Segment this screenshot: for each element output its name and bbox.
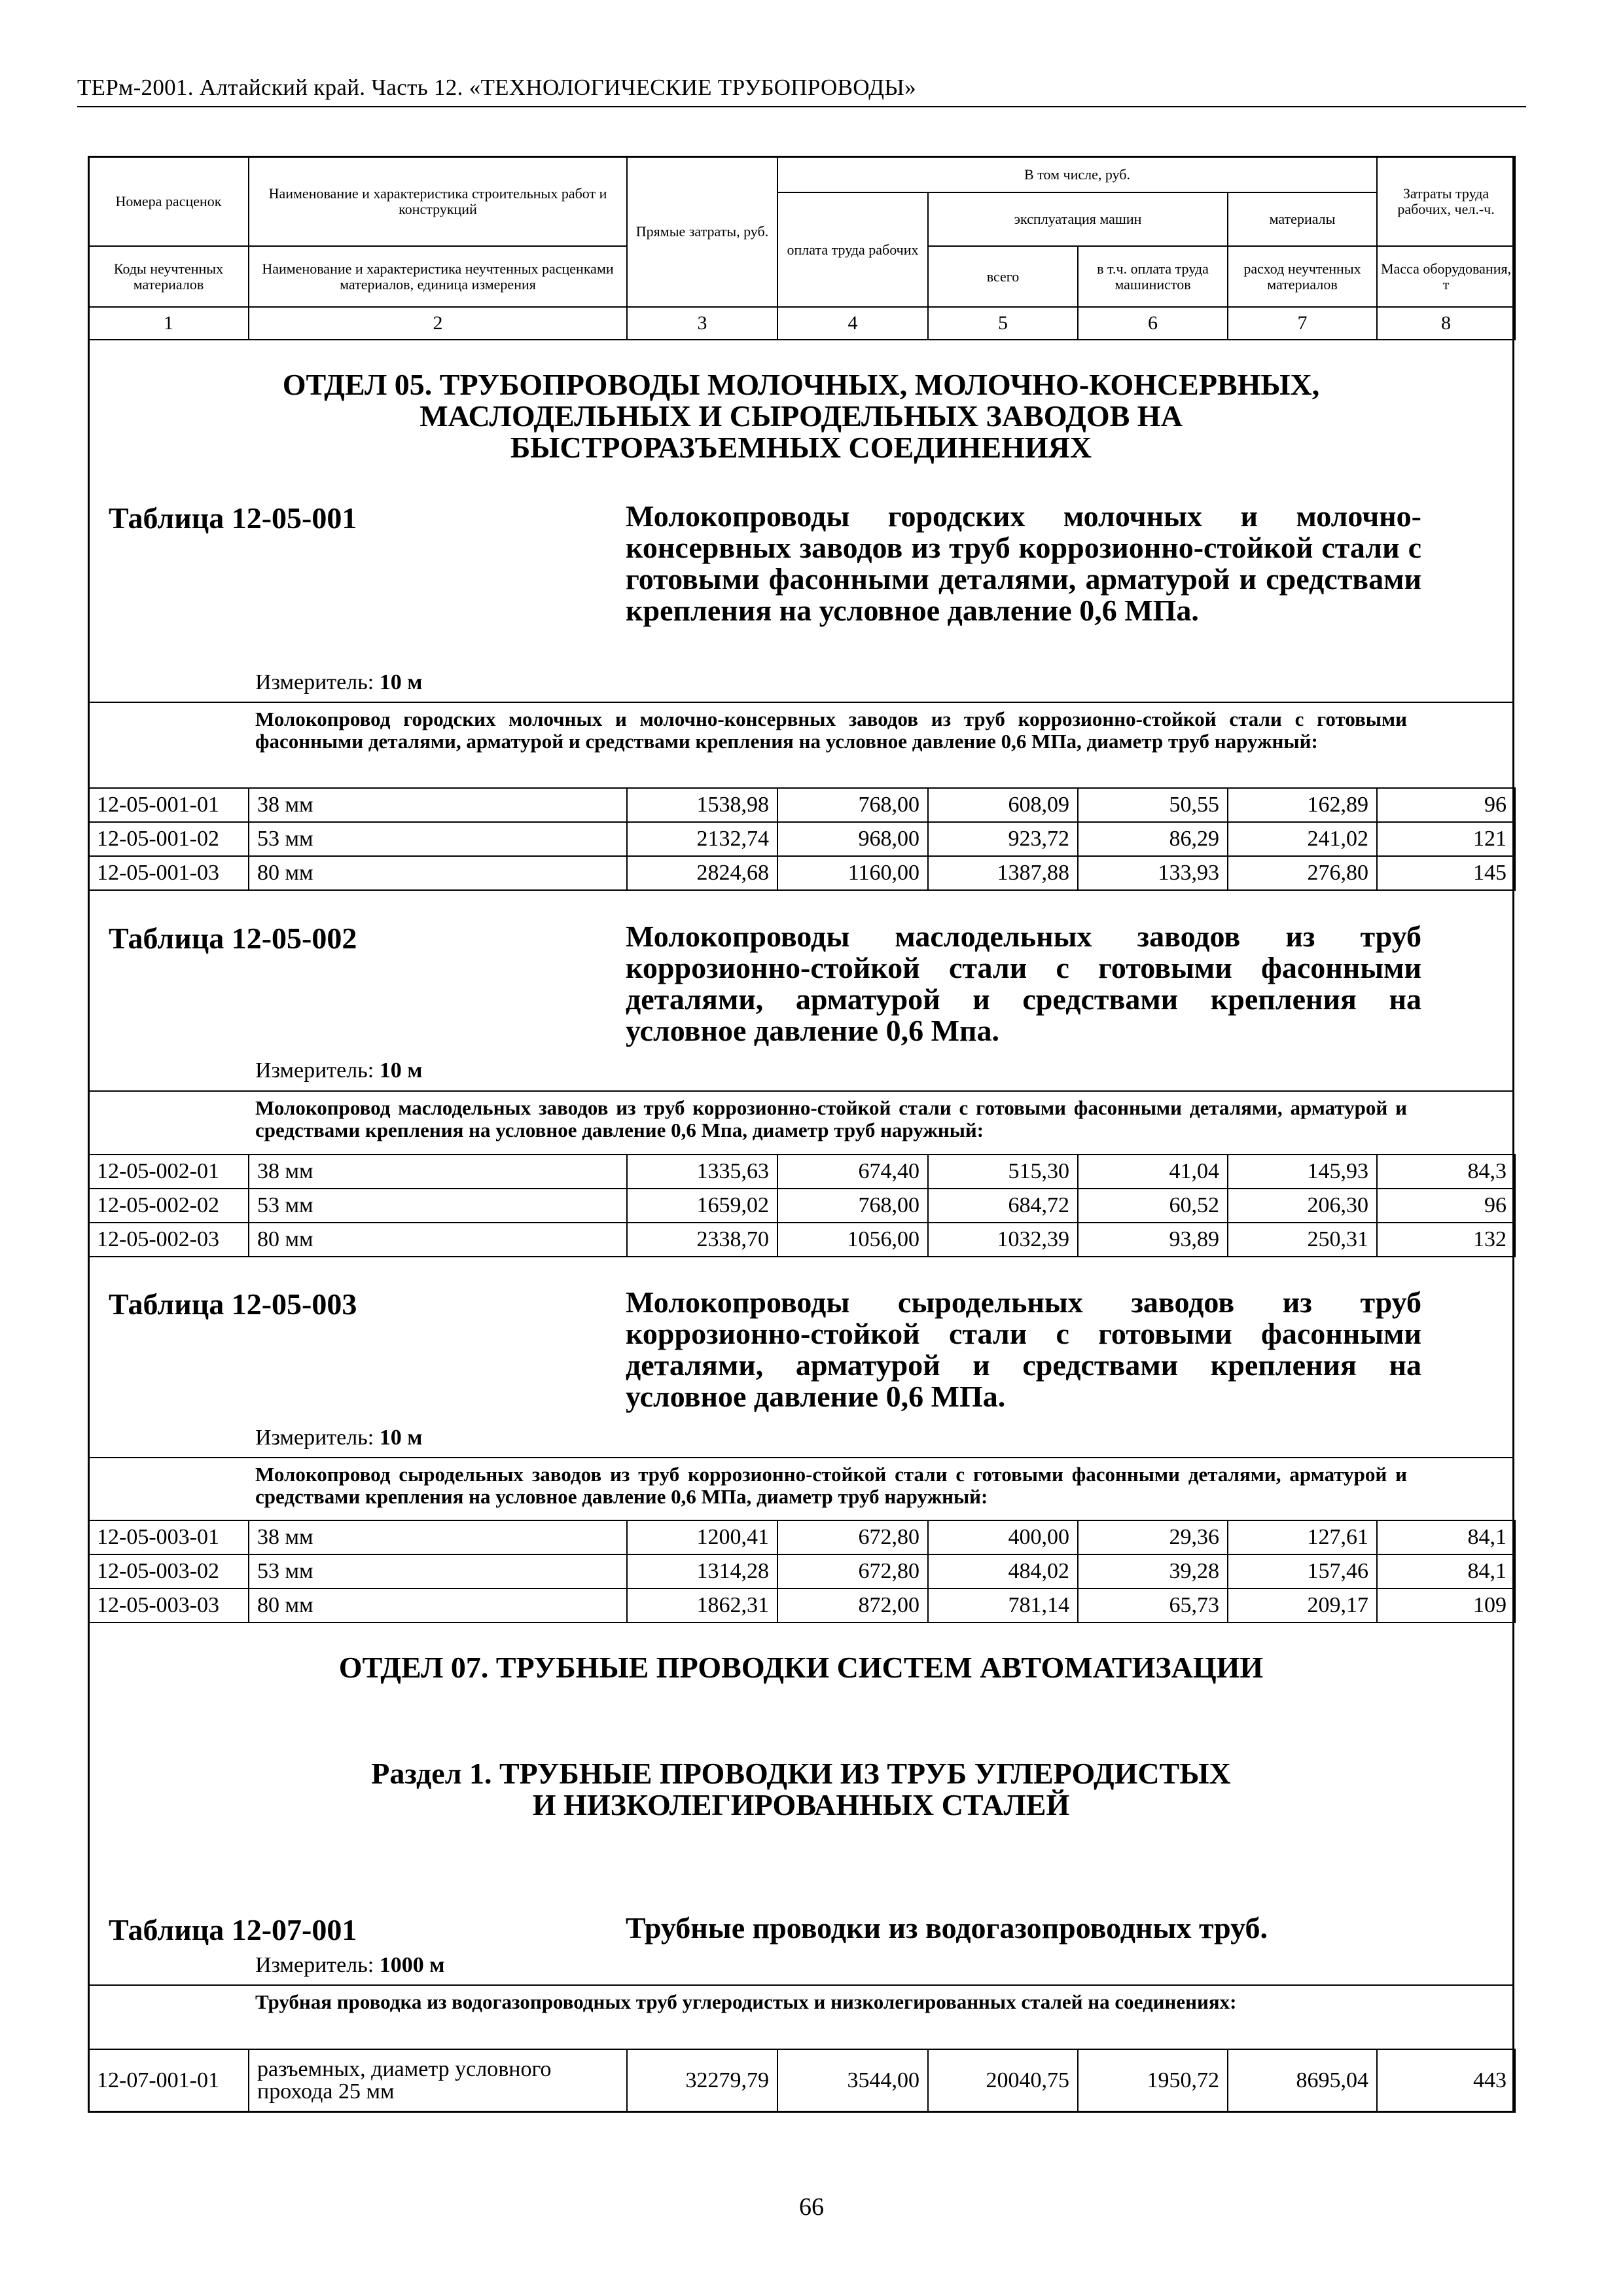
running-header: ТЕРм-2001. Алтайский край. Часть 12. «ТЕХНОЛОГИЧЕСКИЕ ТРУБОПРОВОДЫ» (77, 75, 1526, 107)
materials: 250,31 (1228, 1223, 1377, 1257)
col5-header: всего (928, 246, 1078, 307)
col3-header: Прямые затраты, руб. (627, 156, 777, 307)
rate-code: 12-05-002-02 (88, 1189, 249, 1223)
labor-hours: 121 (1377, 822, 1515, 856)
col-number: 8 (1377, 307, 1515, 340)
table-row (88, 2049, 1515, 2112)
section-07-title: ОТДЕЛ 07. ТРУБНЫЕ ПРОВОДКИ СИСТЕМ АВТОМАТИЗАЦИИ (338, 1651, 1264, 1684)
rate-code: 12-07-001-01 (88, 2049, 249, 2112)
measurer (255, 1058, 422, 1083)
rate-code: 12-05-003-01 (88, 1520, 249, 1554)
measurer (255, 670, 422, 695)
measurer-value: 10 м (379, 670, 423, 694)
machinists-pay: 93,89 (1078, 1223, 1228, 1257)
measurer-label: Измеритель: (255, 1426, 374, 1450)
rate-description: 38 мм (249, 1155, 627, 1189)
materials: 8695,04 (1228, 2049, 1377, 2112)
table-name: Таблица 12-05-002 (109, 922, 357, 955)
machines-total: 684,72 (928, 1189, 1078, 1223)
measurer-label: Измеритель: (255, 1953, 374, 1977)
direct-costs: 32279,79 (627, 2049, 777, 2112)
machinists-pay: 65,73 (1078, 1588, 1228, 1623)
rate-code: 12-05-001-02 (88, 822, 249, 856)
direct-costs: 1659,02 (627, 1189, 777, 1223)
machinists-pay: 86,29 (1078, 822, 1228, 856)
direct-costs: 1314,28 (627, 1554, 777, 1588)
col-number: 1 (88, 307, 249, 340)
rate-code: 12-05-003-03 (88, 1588, 249, 1623)
machinists-pay: 39,28 (1078, 1554, 1228, 1588)
labor-pay: 672,80 (777, 1520, 928, 1554)
table-description: Трубная проводка из водогазопроводных труб углеродистых и низколегированных сталей на соединениях: (255, 1990, 1237, 2013)
razdel-1-title: Раздел 1. ТРУБНЫЕ ПРОВОДКИ ИЗ ТРУБ УГЛЕРОДИСТЫХ И НИЗКОЛЕГИРОВАННЫХ СТАЛЕЙ (371, 1757, 1231, 1821)
col-number: 6 (1078, 307, 1228, 340)
col-number: 3 (627, 307, 777, 340)
direct-costs: 2338,70 (627, 1223, 777, 1257)
rate-description: разъемных, диаметр условного прохода 25 мм (249, 2049, 627, 2112)
materials: 157,46 (1228, 1554, 1377, 1588)
table-description: Молокопровод городских молочных и молочно-консервных заводов из труб коррозионно-стойкой стали с готовыми фасонными деталями, арматурой и средствами крепления на условное давление 0,6 МПа, диаметр труб наружный: (255, 708, 1407, 753)
table-row (88, 1189, 1515, 1223)
machinists-pay: 60,52 (1078, 1189, 1228, 1223)
materials: 206,30 (1228, 1189, 1377, 1223)
table-title: Молокопроводы городских молочных и молочно-консервных заводов из труб коррозионно-стойкой стали с готовыми фасонными деталями, арматурой и средствами крепления на условное давление 0,6 МПа. (626, 499, 1421, 627)
materials: 145,93 (1228, 1155, 1377, 1189)
col8-top-header: Затраты труда рабочих, чел.-ч. (1377, 156, 1515, 246)
rate-description: 53 мм (249, 822, 627, 856)
labor-pay: 3544,00 (777, 2049, 928, 2112)
col1-bottom-header: Коды неучтенных материалов (88, 246, 249, 307)
rate-description: 80 мм (249, 856, 627, 890)
machines-total: 608,09 (928, 788, 1078, 822)
table-description: Молокопровод сыродельных заводов из труб коррозионно-стойкой стали с готовыми фасонными деталями, арматурой и средствами крепления на условное давление 0,6 МПа, диаметр труб наружный: (255, 1463, 1407, 1508)
labor-pay: 968,00 (777, 822, 928, 856)
measurer (255, 1426, 422, 1450)
labor-hours: 84,3 (1377, 1155, 1515, 1189)
rates-table-12-05-002 (88, 1154, 1516, 1257)
table-title: Трубные проводки из водогазопроводных труб. (626, 1911, 1268, 1945)
table-row (88, 1223, 1515, 1257)
divider (88, 702, 1514, 703)
labor-pay: 674,40 (777, 1155, 928, 1189)
machines-total: 400,00 (928, 1520, 1078, 1554)
machinists-pay: 1950,72 (1078, 2049, 1228, 2112)
divider (88, 1457, 1514, 1458)
rate-description: 53 мм (249, 1554, 627, 1588)
labor-pay: 768,00 (777, 788, 928, 822)
col-number: 5 (928, 307, 1078, 340)
measurer (255, 1953, 444, 1978)
machines-total: 515,30 (928, 1155, 1078, 1189)
labor-hours: 84,1 (1377, 1554, 1515, 1588)
rate-code: 12-05-001-01 (88, 788, 249, 822)
labor-hours: 109 (1377, 1588, 1515, 1623)
table-row (88, 1520, 1515, 1554)
labor-hours: 96 (1377, 1189, 1515, 1223)
labor-hours: 96 (1377, 788, 1515, 822)
direct-costs: 1862,31 (627, 1588, 777, 1623)
measurer-value: 10 м (379, 1058, 423, 1083)
table-name: Таблица 12-05-003 (109, 1287, 357, 1321)
materials: 127,61 (1228, 1520, 1377, 1554)
table-title: Молокопроводы маслодельных заводов из труб коррозионно-стойкой стали с готовыми фасонными деталями, арматурой и средствами крепления на условное давление 0,6 Мпа. (626, 920, 1421, 1047)
machines-total: 20040,75 (928, 2049, 1078, 2112)
measurer-value: 1000 м (379, 1953, 445, 1977)
machinists-pay: 50,55 (1078, 788, 1228, 822)
rate-code: 12-05-003-02 (88, 1554, 249, 1588)
labor-pay: 672,80 (777, 1554, 928, 1588)
col2-bottom-header: Наименование и характеристика неучтенных расценками материалов, единица измерения (249, 246, 627, 307)
labor-pay: 768,00 (777, 1189, 928, 1223)
divider (88, 1090, 1514, 1092)
machines-total: 484,02 (928, 1554, 1078, 1588)
col-number: 4 (777, 307, 928, 340)
table-row (88, 788, 1515, 822)
col1-top-header: Номера расценок (88, 156, 249, 246)
machines-total: 923,72 (928, 822, 1078, 856)
direct-costs: 2132,74 (627, 822, 777, 856)
table-description: Молокопровод маслодельных заводов из труб коррозионно-стойкой стали с готовыми фасонными деталями, арматурой и средствами крепления на условное давление 0,6 Мпа, диаметр труб наружный: (255, 1096, 1407, 1141)
machines-total: 781,14 (928, 1588, 1078, 1623)
rate-description: 53 мм (249, 1189, 627, 1223)
measurer-value: 10 м (379, 1426, 423, 1450)
machines-total: 1032,39 (928, 1223, 1078, 1257)
direct-costs: 1538,98 (627, 788, 777, 822)
rate-code: 12-05-001-03 (88, 856, 249, 890)
group-header: В том числе, руб. (777, 156, 1377, 192)
table-name: Таблица 12-07-001 (109, 1913, 357, 1946)
labor-hours: 84,1 (1377, 1520, 1515, 1554)
table-row (88, 1155, 1515, 1189)
materials: 162,89 (1228, 788, 1377, 822)
machinists-pay: 29,36 (1078, 1520, 1228, 1554)
machinists-pay: 41,04 (1078, 1155, 1228, 1189)
direct-costs: 1335,63 (627, 1155, 777, 1189)
rates-table-12-05-003 (88, 1520, 1516, 1623)
materials: 276,80 (1228, 856, 1377, 890)
materials-header: материалы (1228, 192, 1377, 246)
machinists-pay: 133,93 (1078, 856, 1228, 890)
materials: 241,02 (1228, 822, 1377, 856)
table-row (88, 856, 1515, 890)
measurer-label: Измеритель: (255, 670, 374, 694)
divider (88, 1984, 1514, 1986)
col-number: 7 (1228, 307, 1377, 340)
labor-hours: 145 (1377, 856, 1515, 890)
rate-description: 38 мм (249, 788, 627, 822)
column-header-table (88, 156, 1516, 340)
direct-costs: 1200,41 (627, 1520, 777, 1554)
labor-pay: 1056,00 (777, 1223, 928, 1257)
rate-description: 80 мм (249, 1223, 627, 1257)
direct-costs: 2824,68 (627, 856, 777, 890)
rate-code: 12-05-002-01 (88, 1155, 249, 1189)
table-row (88, 1588, 1515, 1623)
rate-code: 12-05-002-03 (88, 1223, 249, 1257)
rates-table-12-05-001 (88, 787, 1516, 891)
rate-description: 80 мм (249, 1588, 627, 1623)
measurer-label: Измеритель: (255, 1058, 374, 1083)
col6-header: в т.ч. оплата труда машинистов (1078, 246, 1228, 307)
labor-pay: 872,00 (777, 1588, 928, 1623)
materials: 209,17 (1228, 1588, 1377, 1623)
col2-top-header: Наименование и характеристика строительных работ и конструкций (249, 156, 627, 246)
section-05-title: ОТДЕЛ 05. ТРУБОПРОВОДЫ МОЛОЧНЫХ, МОЛОЧНО-КОНСЕРВНЫХ, МАСЛОДЕЛЬНЫХ И СЫРОДЕЛЬНЫХ ЗАВОДОВ НА БЫСТРОРАЗЪЕМНЫХ СОЕДИНЕНИЯХ (282, 368, 1320, 464)
table-title: Молокопроводы сыродельных заводов из труб коррозионно-стойкой стали с готовыми фасонными деталями, арматурой и средствами крепления на условное давление 0,6 МПа. (626, 1285, 1421, 1413)
machines-header: эксплуатация машин (928, 192, 1228, 246)
rates-table-12-07-001 (88, 2049, 1516, 2113)
col-number: 2 (249, 307, 627, 340)
machines-total: 1387,88 (928, 856, 1078, 890)
rate-description: 38 мм (249, 1520, 627, 1554)
col7-header: расход неучтенных материалов (1228, 246, 1377, 307)
page-number: 66 (799, 2193, 824, 2221)
labor-hours: 443 (1377, 2049, 1515, 2112)
table-row (88, 1554, 1515, 1588)
col8-bottom-header: Масса оборудования, т (1377, 246, 1515, 307)
table-name: Таблица 12-05-001 (109, 501, 357, 535)
labor-pay: 1160,00 (777, 856, 928, 890)
table-row (88, 822, 1515, 856)
col4-header: оплата труда рабочих (777, 192, 928, 307)
labor-hours: 132 (1377, 1223, 1515, 1257)
